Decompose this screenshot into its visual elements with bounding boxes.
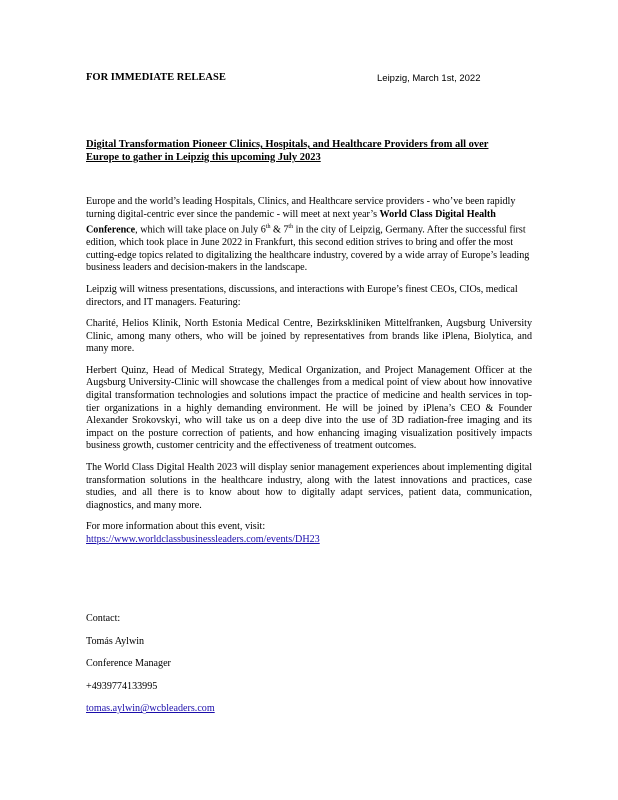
body-text [86,196,532,556]
event-url-link[interactable]: https://www.worldclassbusinessleaders.com/events/DH23 [86,534,320,546]
release-label: FOR IMMEDIATE RELEASE [86,72,226,83]
paragraph-summary: The World Class Digital Health 2023 will display senior management experiences about implementing digital transformation solutions in the healthcare industry, along with the latest innovations and practices, case studies, and all there is to know about how to digitally adapt services, patient data, communication, diagnostics, and many more. [86,462,532,511]
conference-name: World Class Digital Health Conference [86,208,496,236]
more-info [86,521,532,546]
title-line-1: Digital Transformation Pioneer Clinics, Hospitals, and Healthcare Providers from all over [86,139,489,150]
intro-text-a: Europe and the world’s leading Hospitals, Clinics, and Healthcare service providers - who’ve been rapidly turning digital-centric ever since the pandemic - will meet at next year’s [86,196,516,220]
more-info-label: For more information about this event, visit: [86,521,266,533]
contact-label: Contact: [86,613,121,624]
paragraph-featuring: Charité, Helios Klinik, North Estonia Medical Centre, Bezirkskliniken Mittelfranken, Augsburg University Clinic, among many others, who will be joined by representatives from brands like iPlena, Biolytica, and many more. [86,318,532,355]
paragraph-leipzig: Leipzig will witness presentations, discussions, and interactions with Europe’s finest CEOs, CIOs, medical directors, and IT managers. Featuring: [86,283,518,308]
intro-text-b: , which will take place on July 6 [135,224,266,236]
title-line-2: Europe to gather in Leipzig this upcoming July 2023 [86,152,321,163]
sup-th-2: th [288,224,294,231]
contact-role: Conference Manager [86,658,171,670]
intro-text-c: & 7 [270,224,289,236]
location-date: Leipzig, March 1st, 2022 [377,73,481,84]
contact-email-link[interactable]: tomas.aylwin@wcbleaders.com [86,703,215,715]
paragraph-speakers: Herbert Quinz, Head of Medical Strategy, Medical Organization, and Project Management Officer at the Augsburg University-Clinic will showcase the challenges from a medical point of view about how innovative digital transformation technologies and solutions impact the practice of medicine and health services in top-tier organizations in a highly demanding environment. He will be joined by iPlena’s CEO & Founder Alexander Srokovskyi, who will take us on a deep dive into the use of 3D radiation-free imaging and its impact on the posture correction of patients, and how enhancing imaging visualization positively impacts business growth, customer centricity and the effectiveness of treatment outcomes. [86,364,532,452]
contact-block [86,613,386,726]
contact-phone: +4939774133995 [86,680,158,692]
sup-th-1: th [265,224,271,231]
contact-name: Tomás Aylwin [86,635,145,647]
intro-text-d: in the city of Leipzig, Germany. After the successful first edition, which took place in June 2022 in Frankfurt, this second edition strives to bring and offer the most cutting-edge topics related to digitalizing the healthcare industry, covered by a wide array of Europe’s leading business leaders and decision-makers in the landscape. [86,224,530,274]
press-release-title [86,138,526,164]
paragraph-intro [86,196,532,275]
